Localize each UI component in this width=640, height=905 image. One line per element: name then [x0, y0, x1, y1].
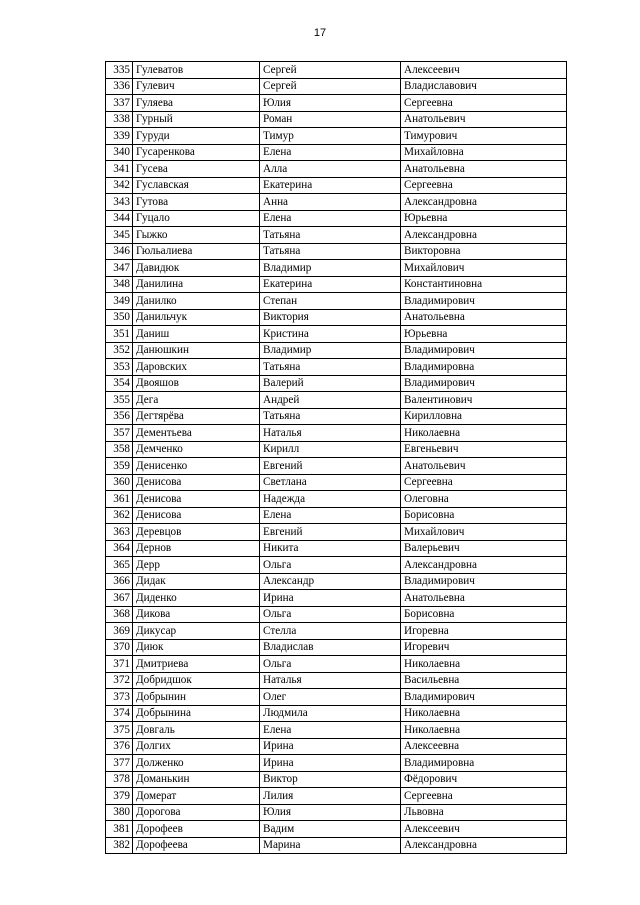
row-number-cell: 354 — [106, 375, 133, 392]
surname-cell: Данилина — [133, 276, 260, 293]
patronymic-cell: Владимирович — [401, 689, 567, 706]
page-number: 17 — [313, 27, 327, 39]
first-name-cell: Анна — [260, 194, 401, 211]
table-row — [106, 326, 567, 343]
table-row — [106, 606, 567, 623]
surname-cell: Долженко — [133, 755, 260, 772]
first-name-cell: Виктория — [260, 309, 401, 326]
table-row — [106, 260, 567, 277]
surname-cell: Демченко — [133, 441, 260, 458]
table-row — [106, 705, 567, 722]
patronymic-cell: Владимировна — [401, 359, 567, 376]
row-number-cell: 364 — [106, 540, 133, 557]
surname-cell: Дорофеева — [133, 837, 260, 854]
table-row — [106, 161, 567, 178]
row-number-cell: 350 — [106, 309, 133, 326]
patronymic-cell: Юрьевна — [401, 210, 567, 227]
row-number-cell: 357 — [106, 425, 133, 442]
row-number-cell: 379 — [106, 788, 133, 805]
first-name-cell: Валерий — [260, 375, 401, 392]
patronymic-cell: Николаевна — [401, 722, 567, 739]
table-row — [106, 276, 567, 293]
surname-cell: Гулеватов — [133, 62, 260, 79]
first-name-cell: Владимир — [260, 342, 401, 359]
row-number-cell: 343 — [106, 194, 133, 211]
row-number-cell: 338 — [106, 111, 133, 128]
patronymic-cell: Тимурович — [401, 128, 567, 145]
patronymic-cell: Игоревич — [401, 639, 567, 656]
first-name-cell: Наталья — [260, 425, 401, 442]
first-name-cell: Ирина — [260, 738, 401, 755]
row-number-cell: 348 — [106, 276, 133, 293]
first-name-cell: Тимур — [260, 128, 401, 145]
patronymic-cell: Юрьевна — [401, 326, 567, 343]
row-number-cell: 342 — [106, 177, 133, 194]
patronymic-cell: Анатольевна — [401, 590, 567, 607]
table-row — [106, 95, 567, 112]
row-number-cell: 345 — [106, 227, 133, 244]
patronymic-cell: Алексеевич — [401, 821, 567, 838]
table-row — [106, 78, 567, 95]
first-name-cell: Ирина — [260, 755, 401, 772]
row-number-cell: 359 — [106, 458, 133, 475]
row-number-cell: 355 — [106, 392, 133, 409]
patronymic-cell: Анатольевич — [401, 111, 567, 128]
table-row — [106, 837, 567, 854]
row-number-cell: 361 — [106, 491, 133, 508]
surname-cell: Дементьева — [133, 425, 260, 442]
first-name-cell: Надежда — [260, 491, 401, 508]
name-roster-table — [105, 61, 567, 854]
table-row — [106, 210, 567, 227]
surname-cell: Дмитриева — [133, 656, 260, 673]
row-number-cell: 371 — [106, 656, 133, 673]
first-name-cell: Ольга — [260, 656, 401, 673]
table-row — [106, 408, 567, 425]
first-name-cell: Екатерина — [260, 276, 401, 293]
patronymic-cell: Кирилловна — [401, 408, 567, 425]
surname-cell: Дернов — [133, 540, 260, 557]
table-row — [106, 722, 567, 739]
patronymic-cell: Олеговна — [401, 491, 567, 508]
surname-cell: Двояшов — [133, 375, 260, 392]
row-number-cell: 365 — [106, 557, 133, 574]
first-name-cell: Татьяна — [260, 227, 401, 244]
patronymic-cell: Николаевна — [401, 425, 567, 442]
first-name-cell: Юлия — [260, 95, 401, 112]
patronymic-cell: Александровна — [401, 194, 567, 211]
surname-cell: Гуцало — [133, 210, 260, 227]
patronymic-cell: Александровна — [401, 837, 567, 854]
first-name-cell: Роман — [260, 111, 401, 128]
row-number-cell: 382 — [106, 837, 133, 854]
surname-cell: Доманькин — [133, 771, 260, 788]
first-name-cell: Татьяна — [260, 243, 401, 260]
table-row — [106, 639, 567, 656]
table-row — [106, 177, 567, 194]
patronymic-cell: Анатольевич — [401, 458, 567, 475]
patronymic-cell: Николаевна — [401, 656, 567, 673]
surname-cell: Гулевич — [133, 78, 260, 95]
first-name-cell: Ирина — [260, 590, 401, 607]
table-row — [106, 227, 567, 244]
table-row — [106, 656, 567, 673]
patronymic-cell: Сергеевна — [401, 788, 567, 805]
first-name-cell: Александр — [260, 573, 401, 590]
table-row — [106, 672, 567, 689]
row-number-cell: 374 — [106, 705, 133, 722]
table-row — [106, 804, 567, 821]
patronymic-cell: Игоревна — [401, 623, 567, 640]
first-name-cell: Стелла — [260, 623, 401, 640]
row-number-cell: 356 — [106, 408, 133, 425]
first-name-cell: Олег — [260, 689, 401, 706]
table-row — [106, 755, 567, 772]
first-name-cell: Елена — [260, 507, 401, 524]
surname-cell: Гюльалиева — [133, 243, 260, 260]
surname-cell: Данилко — [133, 293, 260, 310]
surname-cell: Даровских — [133, 359, 260, 376]
table-row — [106, 375, 567, 392]
table-row — [106, 309, 567, 326]
surname-cell: Дикусар — [133, 623, 260, 640]
table-row — [106, 474, 567, 491]
first-name-cell: Лилия — [260, 788, 401, 805]
first-name-cell: Вадим — [260, 821, 401, 838]
first-name-cell: Татьяна — [260, 408, 401, 425]
row-number-cell: 341 — [106, 161, 133, 178]
first-name-cell: Кирилл — [260, 441, 401, 458]
row-number-cell: 369 — [106, 623, 133, 640]
table-row — [106, 359, 567, 376]
row-number-cell: 337 — [106, 95, 133, 112]
first-name-cell: Владислав — [260, 639, 401, 656]
surname-cell: Денисова — [133, 474, 260, 491]
row-number-cell: 349 — [106, 293, 133, 310]
table-row — [106, 507, 567, 524]
row-number-cell: 381 — [106, 821, 133, 838]
row-number-cell: 347 — [106, 260, 133, 277]
surname-cell: Добридшок — [133, 672, 260, 689]
row-number-cell: 363 — [106, 524, 133, 541]
table-row — [106, 128, 567, 145]
first-name-cell: Евгений — [260, 458, 401, 475]
row-number-cell: 377 — [106, 755, 133, 772]
surname-cell: Дегтярёва — [133, 408, 260, 425]
surname-cell: Диюк — [133, 639, 260, 656]
table-row — [106, 62, 567, 79]
surname-cell: Дорогова — [133, 804, 260, 821]
row-number-cell: 344 — [106, 210, 133, 227]
roster-table-body — [106, 62, 567, 854]
row-number-cell: 352 — [106, 342, 133, 359]
row-number-cell: 375 — [106, 722, 133, 739]
surname-cell: Давидюк — [133, 260, 260, 277]
row-number-cell: 346 — [106, 243, 133, 260]
patronymic-cell: Михайлович — [401, 524, 567, 541]
first-name-cell: Алла — [260, 161, 401, 178]
surname-cell: Гурный — [133, 111, 260, 128]
patronymic-cell: Владимирович — [401, 375, 567, 392]
first-name-cell: Елена — [260, 210, 401, 227]
table-row — [106, 771, 567, 788]
row-number-cell: 360 — [106, 474, 133, 491]
first-name-cell: Кристина — [260, 326, 401, 343]
table-row — [106, 738, 567, 755]
first-name-cell: Людмила — [260, 705, 401, 722]
surname-cell: Дорофеев — [133, 821, 260, 838]
table-row — [106, 788, 567, 805]
row-number-cell: 370 — [106, 639, 133, 656]
surname-cell: Гутова — [133, 194, 260, 211]
first-name-cell: Владимир — [260, 260, 401, 277]
patronymic-cell: Владимирович — [401, 342, 567, 359]
patronymic-cell: Сергеевна — [401, 95, 567, 112]
patronymic-cell: Александровна — [401, 227, 567, 244]
first-name-cell: Елена — [260, 144, 401, 161]
first-name-cell: Ольга — [260, 557, 401, 574]
first-name-cell: Никита — [260, 540, 401, 557]
patronymic-cell: Фёдорович — [401, 771, 567, 788]
first-name-cell: Андрей — [260, 392, 401, 409]
row-number-cell: 368 — [106, 606, 133, 623]
first-name-cell: Евгений — [260, 524, 401, 541]
table-row — [106, 491, 567, 508]
surname-cell: Даниш — [133, 326, 260, 343]
patronymic-cell: Константиновна — [401, 276, 567, 293]
first-name-cell: Марина — [260, 837, 401, 854]
surname-cell: Дега — [133, 392, 260, 409]
surname-cell: Денисова — [133, 507, 260, 524]
patronymic-cell: Львовна — [401, 804, 567, 821]
table-row — [106, 293, 567, 310]
surname-cell: Гуруди — [133, 128, 260, 145]
table-row — [106, 441, 567, 458]
patronymic-cell: Евгеньевич — [401, 441, 567, 458]
row-number-cell: 380 — [106, 804, 133, 821]
patronymic-cell: Васильевна — [401, 672, 567, 689]
patronymic-cell: Михайловна — [401, 144, 567, 161]
table-row — [106, 194, 567, 211]
row-number-cell: 335 — [106, 62, 133, 79]
table-row — [106, 524, 567, 541]
row-number-cell: 372 — [106, 672, 133, 689]
surname-cell: Данюшкин — [133, 342, 260, 359]
first-name-cell: Виктор — [260, 771, 401, 788]
patronymic-cell: Викторовна — [401, 243, 567, 260]
surname-cell: Дикова — [133, 606, 260, 623]
patronymic-cell: Валерьевич — [401, 540, 567, 557]
patronymic-cell: Сергеевна — [401, 474, 567, 491]
surname-cell: Добрынина — [133, 705, 260, 722]
patronymic-cell: Алексеевна — [401, 738, 567, 755]
surname-cell: Гусева — [133, 161, 260, 178]
first-name-cell: Елена — [260, 722, 401, 739]
surname-cell: Денисенко — [133, 458, 260, 475]
patronymic-cell: Валентинович — [401, 392, 567, 409]
patronymic-cell: Анатольевна — [401, 161, 567, 178]
patronymic-cell: Анатольевна — [401, 309, 567, 326]
patronymic-cell: Борисовна — [401, 606, 567, 623]
surname-cell: Денисова — [133, 491, 260, 508]
row-number-cell: 358 — [106, 441, 133, 458]
table-row — [106, 590, 567, 607]
surname-cell: Добрынин — [133, 689, 260, 706]
row-number-cell: 366 — [106, 573, 133, 590]
surname-cell: Гыжко — [133, 227, 260, 244]
row-number-cell: 362 — [106, 507, 133, 524]
table-row — [106, 540, 567, 557]
surname-cell: Диденко — [133, 590, 260, 607]
table-row — [106, 573, 567, 590]
surname-cell: Гусаренкова — [133, 144, 260, 161]
table-row — [106, 821, 567, 838]
first-name-cell: Юлия — [260, 804, 401, 821]
first-name-cell: Татьяна — [260, 359, 401, 376]
surname-cell: Гуславская — [133, 177, 260, 194]
table-row — [106, 342, 567, 359]
first-name-cell: Наталья — [260, 672, 401, 689]
surname-cell: Довгаль — [133, 722, 260, 739]
patronymic-cell: Владимирович — [401, 293, 567, 310]
first-name-cell: Сергей — [260, 78, 401, 95]
surname-cell: Деревцов — [133, 524, 260, 541]
first-name-cell: Сергей — [260, 62, 401, 79]
patronymic-cell: Николаевна — [401, 705, 567, 722]
row-number-cell: 376 — [106, 738, 133, 755]
surname-cell: Долгих — [133, 738, 260, 755]
surname-cell: Дерр — [133, 557, 260, 574]
patronymic-cell: Владимирович — [401, 573, 567, 590]
row-number-cell: 353 — [106, 359, 133, 376]
table-row — [106, 689, 567, 706]
table-row — [106, 458, 567, 475]
surname-cell: Данильчук — [133, 309, 260, 326]
row-number-cell: 367 — [106, 590, 133, 607]
table-row — [106, 243, 567, 260]
row-number-cell: 336 — [106, 78, 133, 95]
first-name-cell: Екатерина — [260, 177, 401, 194]
first-name-cell: Ольга — [260, 606, 401, 623]
table-row — [106, 557, 567, 574]
patronymic-cell: Михайлович — [401, 260, 567, 277]
row-number-cell: 378 — [106, 771, 133, 788]
table-row — [106, 111, 567, 128]
patronymic-cell: Владиславович — [401, 78, 567, 95]
surname-cell: Дидак — [133, 573, 260, 590]
row-number-cell: 339 — [106, 128, 133, 145]
patronymic-cell: Владимировна — [401, 755, 567, 772]
first-name-cell: Степан — [260, 293, 401, 310]
table-row — [106, 425, 567, 442]
row-number-cell: 340 — [106, 144, 133, 161]
table-row — [106, 623, 567, 640]
surname-cell: Домерат — [133, 788, 260, 805]
patronymic-cell: Алексеевич — [401, 62, 567, 79]
patronymic-cell: Борисовна — [401, 507, 567, 524]
patronymic-cell: Сергеевна — [401, 177, 567, 194]
first-name-cell: Светлана — [260, 474, 401, 491]
patronymic-cell: Александровна — [401, 557, 567, 574]
table-row — [106, 392, 567, 409]
surname-cell: Гуляева — [133, 95, 260, 112]
row-number-cell: 351 — [106, 326, 133, 343]
table-row — [106, 144, 567, 161]
row-number-cell: 373 — [106, 689, 133, 706]
